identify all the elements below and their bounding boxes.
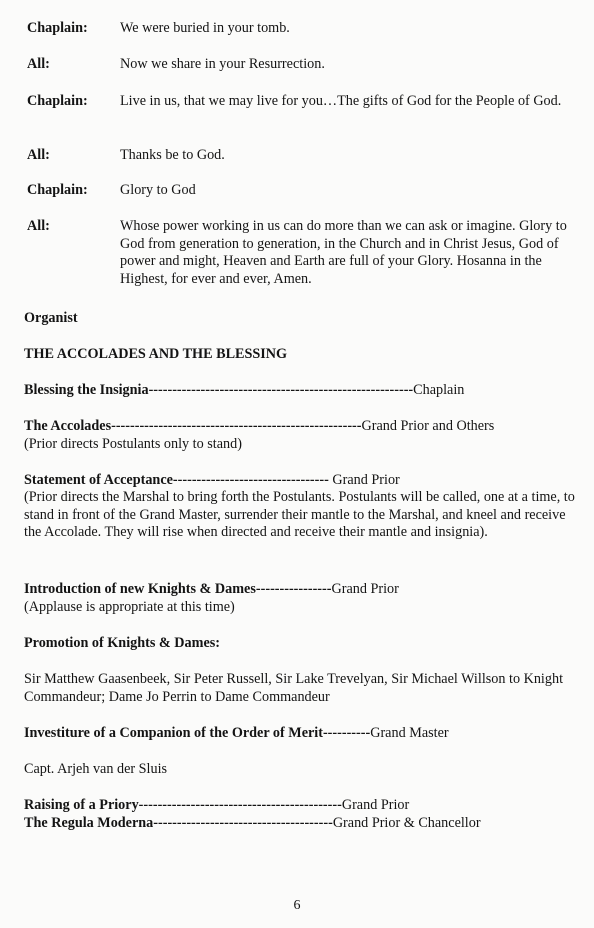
item-role: Grand Prior bbox=[328, 472, 400, 488]
dialogue-line bbox=[27, 182, 575, 200]
acceptance-note: (Prior directs the Marshal to bring forth the Postulants. Postulants will be called, one at a time, to stand in front of the Grand Master, surrender their mantle to the Marshal, and kneel and receive the Accolade. They will rise when directed and receive their mantle and insignia). bbox=[24, 489, 575, 540]
dash-leader: ----------------------------------------------------- bbox=[111, 418, 362, 434]
item-title: Blessing the Insignia bbox=[24, 382, 149, 398]
item-role: Grand Prior bbox=[341, 797, 410, 813]
item-title: The Accolades bbox=[24, 418, 112, 434]
response-text: Thanks be to God. bbox=[120, 147, 225, 163]
accolades-note: (Prior directs Postulants only to stand) bbox=[24, 436, 242, 452]
speaker-label: All: bbox=[27, 147, 50, 163]
regula-moderna-line bbox=[24, 815, 576, 833]
section-heading: THE ACCOLADES AND THE BLESSING bbox=[24, 346, 288, 362]
item-role: Chaplain bbox=[413, 382, 465, 398]
dash-leader: ------------------------------------------- bbox=[138, 797, 342, 813]
item-title: Raising of a Priory bbox=[24, 797, 139, 813]
investiture-line bbox=[24, 725, 576, 743]
dialogue-line bbox=[27, 93, 575, 111]
promotion-text: Sir Matthew Gaasenbeek, Sir Peter Russell, Sir Lake Trevelyan, Sir Michael Willson to Knight Commandeur; Dame Jo Perrin to Dame Commandeur bbox=[24, 671, 564, 705]
speaker-label: Chaplain: bbox=[27, 182, 88, 198]
companion-name: Capt. Arjeh van der Sluis bbox=[24, 761, 168, 777]
page-number: 6 bbox=[293, 898, 301, 913]
organist-heading: Organist bbox=[24, 310, 78, 326]
response-text: We were buried in your tomb. bbox=[120, 20, 290, 36]
item-role: Grand Prior & Chancellor bbox=[332, 815, 481, 831]
dash-leader: ---------------- bbox=[255, 581, 332, 597]
blessing-insignia-line bbox=[24, 382, 576, 400]
item-role: Grand Prior and Others bbox=[361, 418, 495, 434]
speaker-label: All: bbox=[27, 56, 50, 72]
dialogue-line bbox=[27, 147, 575, 165]
raising-priory-line bbox=[24, 797, 576, 815]
introduction-note: (Applause is appropriate at this time) bbox=[24, 599, 235, 615]
item-title: Introduction of new Knights & Dames bbox=[24, 581, 256, 597]
speaker-label: Chaplain: bbox=[27, 20, 88, 36]
response-text: Live in us, that we may live for you…The gifts of God for the People of God. bbox=[120, 93, 562, 109]
speaker-label: Chaplain: bbox=[27, 93, 88, 109]
response-text: Now we share in your Resurrection. bbox=[120, 56, 325, 72]
introduction-line bbox=[24, 581, 576, 599]
dash-leader: --------------------------------- bbox=[172, 472, 329, 488]
accolades-line bbox=[24, 418, 576, 436]
item-title: Statement of Acceptance bbox=[24, 472, 173, 488]
item-role: Grand Prior bbox=[331, 581, 399, 597]
acceptance-line bbox=[24, 472, 576, 490]
dialogue-line bbox=[27, 56, 575, 74]
dialogue-line bbox=[27, 20, 575, 38]
item-title: The Regula Moderna bbox=[24, 815, 154, 831]
promotion-heading: Promotion of Knights & Dames: bbox=[24, 635, 220, 651]
dash-leader: -------------------------------------- bbox=[153, 815, 333, 831]
response-text: Glory to God bbox=[120, 182, 196, 198]
dash-leader: -------------------------------------------------------- bbox=[148, 382, 414, 398]
speaker-label: All: bbox=[27, 218, 50, 234]
response-text: Whose power working in us can do more than we can ask or imagine. Glory to God from generation to generation, in the Church and in Christ Jesus, God of power and might, Heaven and Earth are full of your Glory. Hosanna in the Highest, for ever and ever, Amen. bbox=[120, 218, 567, 287]
item-title: Investiture of a Companion of the Order of Merit bbox=[24, 725, 323, 741]
dialogue-line bbox=[27, 218, 575, 288]
item-role: Grand Master bbox=[370, 725, 449, 741]
dash-leader: ---------- bbox=[322, 725, 371, 741]
